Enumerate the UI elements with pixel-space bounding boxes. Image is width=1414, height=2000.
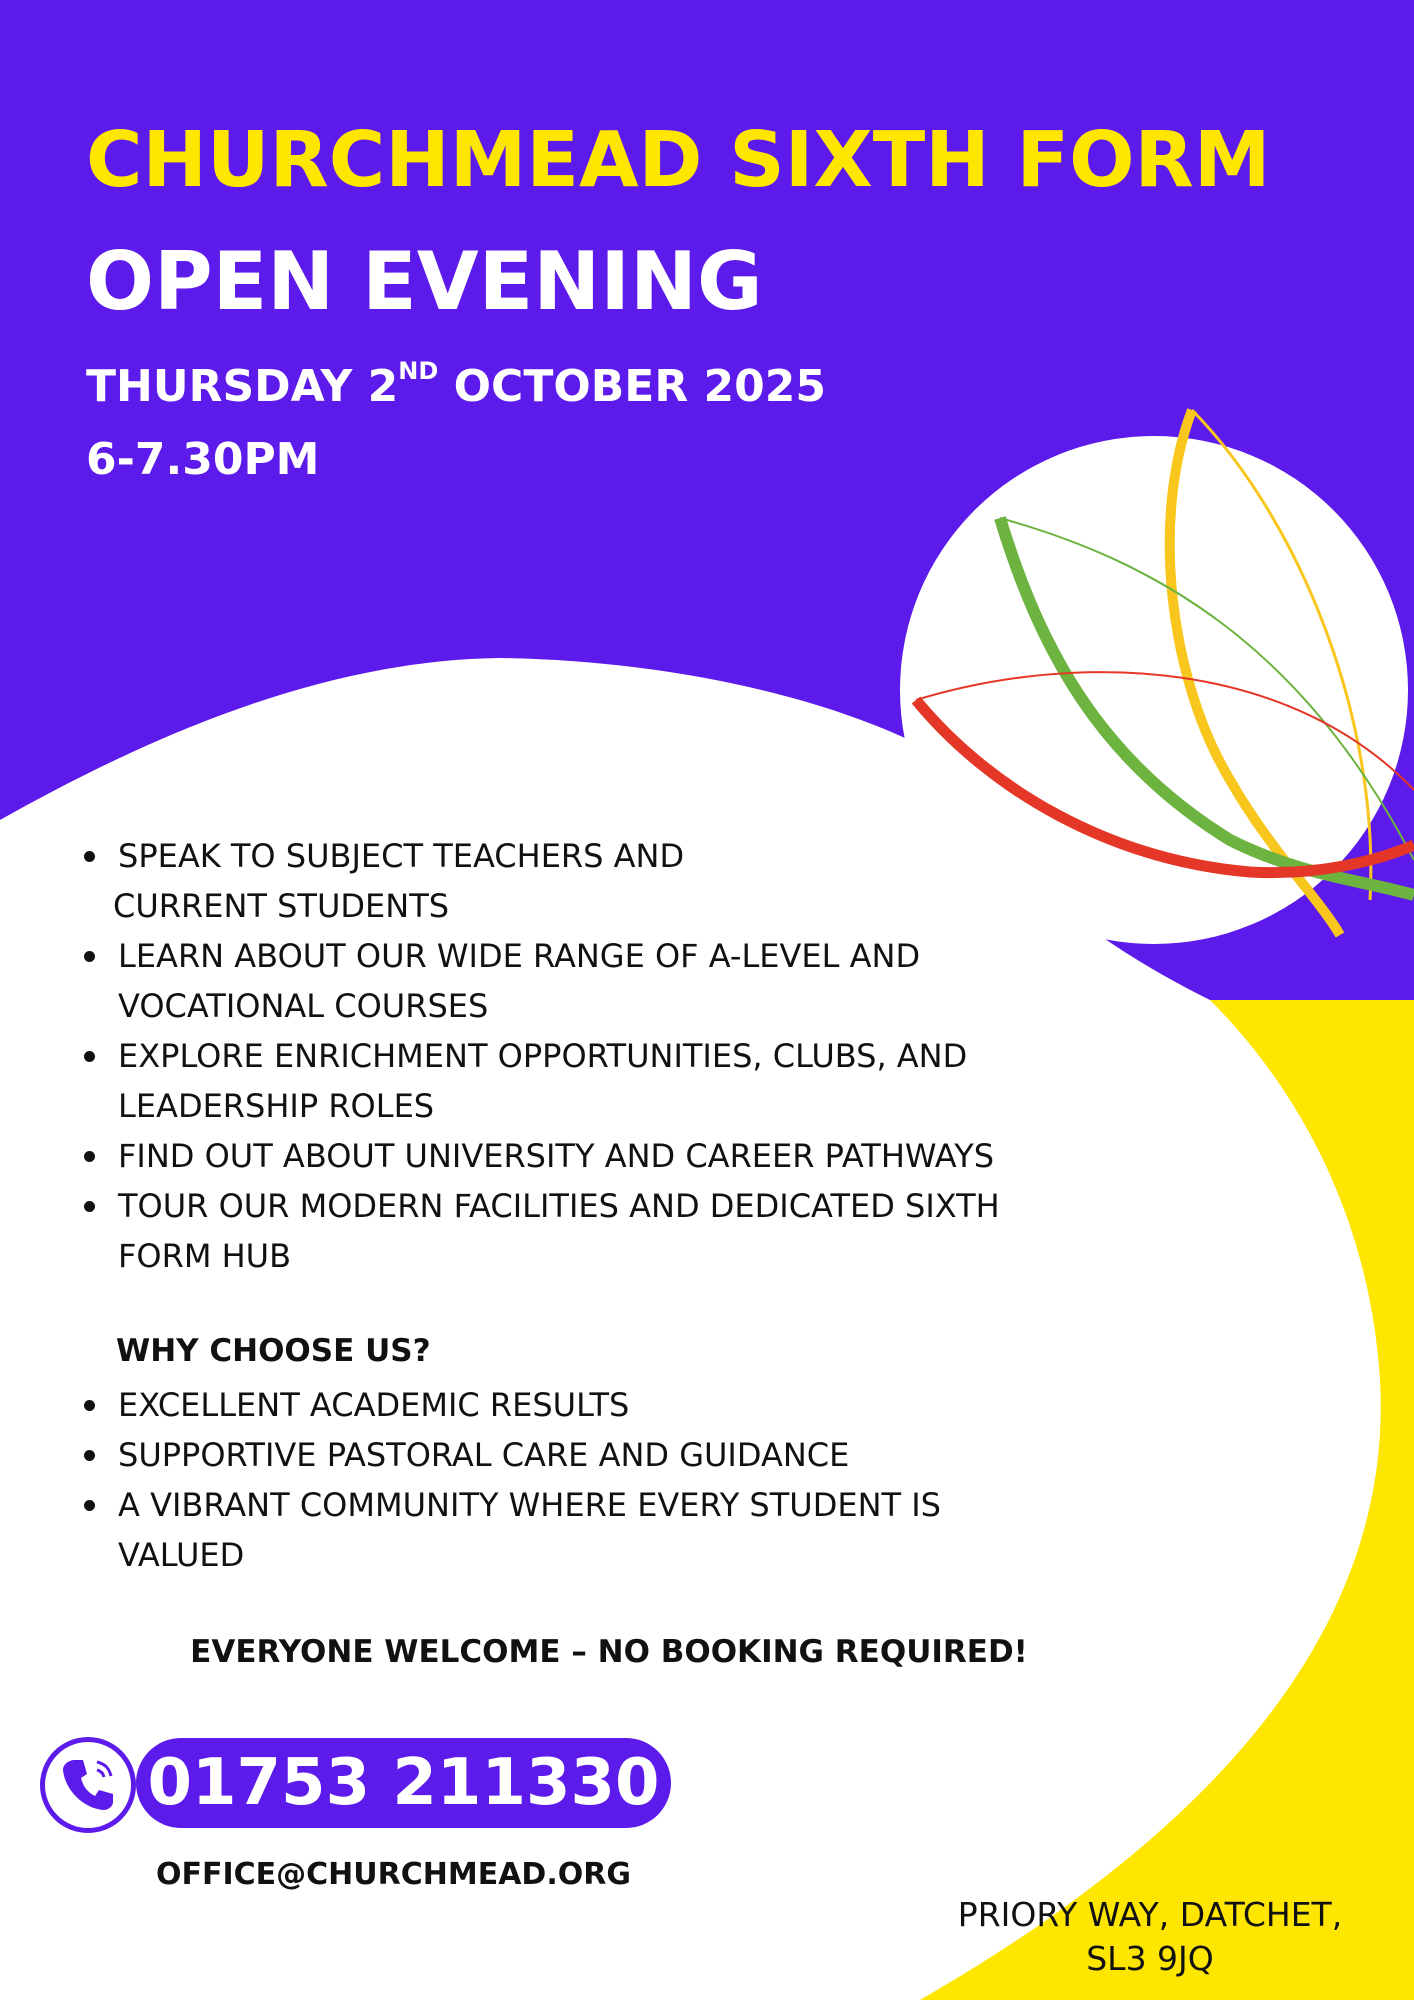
list-item-continued: LEADERSHIP ROLES xyxy=(118,1087,435,1125)
address-line-2: SL3 9JQ xyxy=(1086,1939,1214,1978)
address-line-1: PRIORY WAY, DATCHET, xyxy=(957,1895,1343,1934)
list-item xyxy=(84,1380,941,1430)
why-list xyxy=(84,1380,941,1580)
postal-address xyxy=(900,1893,1400,1981)
event-time: 6-7.30PM xyxy=(86,434,320,485)
list-item-continued: VALUED xyxy=(118,1536,245,1574)
list-item xyxy=(84,931,1000,1031)
event-date xyxy=(86,357,826,412)
list-item-text: FIND OUT ABOUT UNIVERSITY AND CAREER PATHWAYS xyxy=(118,1137,995,1175)
list-item xyxy=(84,1181,1000,1281)
list-item-text: A VIBRANT COMMUNITY WHERE EVERY STUDENT IS xyxy=(118,1486,941,1524)
list-item xyxy=(84,1131,1000,1181)
phone-icon-badge xyxy=(40,1737,136,1833)
features-list xyxy=(84,831,1000,1281)
list-item xyxy=(84,831,1000,931)
list-item xyxy=(84,1430,941,1480)
list-item xyxy=(84,1031,1000,1131)
welcome-banner: EVERYONE WELCOME – NO BOOKING REQUIRED! xyxy=(190,1634,1028,1670)
list-item-text: EXCELLENT ACADEMIC RESULTS xyxy=(118,1386,630,1424)
list-item-continued: FORM HUB xyxy=(118,1237,292,1275)
email-address[interactable]: OFFICE@CHURCHMEAD.ORG xyxy=(156,1857,631,1892)
list-item-text: SUPPORTIVE PASTORAL CARE AND GUIDANCE xyxy=(118,1436,850,1474)
list-item-continued: VOCATIONAL COURSES xyxy=(118,987,489,1025)
list-item-text: LEARN ABOUT OUR WIDE RANGE OF A-LEVEL AND xyxy=(118,937,921,975)
list-item-continued: CURRENT STUDENTS xyxy=(113,887,450,925)
date-day: THURSDAY 2 xyxy=(86,361,399,412)
list-item-text: EXPLORE ENRICHMENT OPPORTUNITIES, CLUBS, AND xyxy=(118,1037,968,1075)
event-title: OPEN EVENING xyxy=(86,235,763,328)
date-month-year: OCTOBER 2025 xyxy=(438,361,826,412)
school-title: CHURCHMEAD SIXTH FORM xyxy=(86,116,1271,205)
phone-handset-icon xyxy=(45,1742,131,1828)
list-item-text: SPEAK TO SUBJECT TEACHERS AND xyxy=(118,837,685,875)
list-item-text: TOUR OUR MODERN FACILITIES AND DEDICATED SIXTH xyxy=(118,1187,1000,1225)
list-item xyxy=(84,1480,941,1580)
why-heading: WHY CHOOSE US? xyxy=(116,1333,431,1369)
date-ordinal: ND xyxy=(398,357,439,385)
phone-number[interactable]: 01753 211330 xyxy=(136,1738,671,1828)
